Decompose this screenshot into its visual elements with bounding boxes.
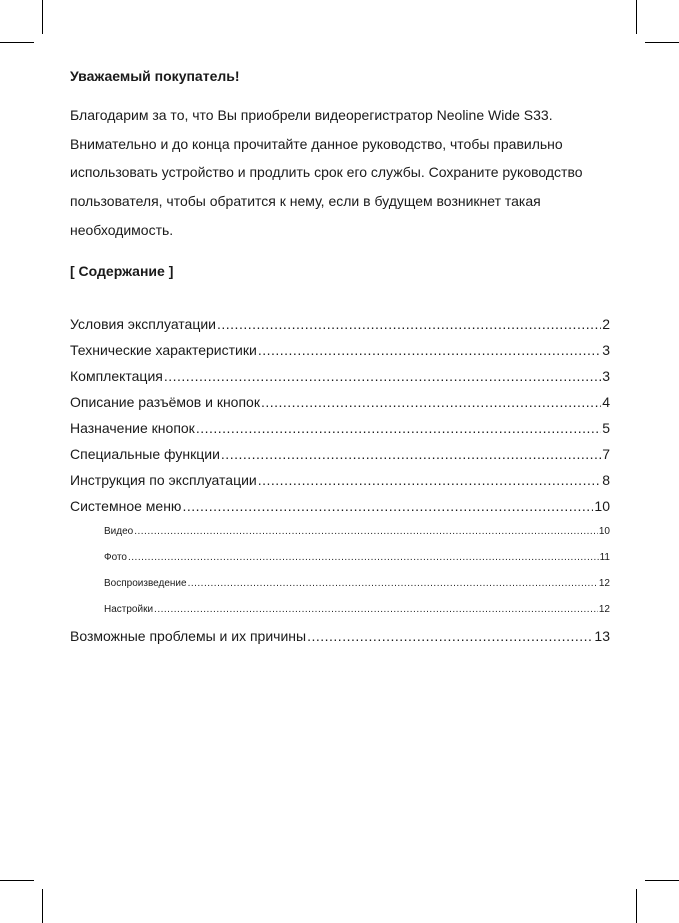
toc-entry-label: Видео: [104, 526, 134, 537]
toc-leader-dots: [182, 493, 593, 519]
toc-entry-page: 3: [602, 342, 610, 358]
table-of-contents: [70, 311, 610, 649]
intro-paragraph: [70, 101, 610, 245]
toc-entry-page: 2: [602, 316, 610, 332]
toc-entry-page: 8: [602, 472, 610, 488]
toc-subentry-playback[interactable]: [70, 571, 610, 597]
toc-entry-label: Инструкция по эксплуатации: [70, 472, 257, 488]
toc-entry-page: 3: [602, 368, 610, 384]
toc-entry-package-contents[interactable]: [70, 363, 610, 389]
toc-entry-page: 10: [598, 526, 610, 537]
toc-leader-dots: [154, 597, 598, 623]
intro-line: использовать устройство и продлить срок его службы. Сохраните руководство: [70, 164, 583, 181]
toc-entry-troubleshooting[interactable]: [70, 623, 610, 649]
toc-entry-button-functions[interactable]: [70, 415, 610, 441]
toc-leader-dots: [164, 363, 601, 389]
toc-entry-label: Возможные проблемы и их причины: [70, 628, 307, 644]
crop-mark-top-left-horizontal: [0, 42, 34, 43]
crop-mark-bottom-right-horizontal: [645, 880, 679, 881]
toc-entry-page: 4: [602, 394, 610, 410]
intro-line: Внимательно и до конца прочитайте данное руководство, чтобы правильно: [70, 135, 563, 152]
toc-entry-page: 5: [602, 420, 610, 436]
toc-entry-page: 12: [598, 578, 610, 589]
crop-mark-bottom-left-vertical: [42, 889, 43, 923]
toc-entry-label: Системное меню: [70, 498, 182, 514]
toc-entry-page: 12: [598, 604, 610, 615]
toc-entry-page: 11: [599, 552, 610, 563]
toc-leader-dots: [188, 571, 598, 597]
toc-entry-label: Описание разъёмов и кнопок: [70, 394, 260, 410]
toc-subentry-photo[interactable]: [70, 545, 610, 571]
toc-entry-label: Воспроизведение: [104, 578, 187, 589]
toc-leader-dots: [258, 337, 601, 363]
toc-leader-dots: [217, 311, 601, 337]
toc-entry-page: 7: [602, 446, 610, 462]
intro-line: пользователя, чтобы обратится к нему, если в будущем возникнет такая: [70, 193, 541, 210]
toc-heading: [ Содержание ]: [70, 263, 174, 279]
intro-line: необходимость.: [70, 221, 174, 238]
toc-leader-dots: [307, 623, 593, 649]
toc-subentry-settings[interactable]: [70, 597, 610, 623]
toc-leader-dots: [261, 389, 601, 415]
toc-entry-operating-instructions[interactable]: [70, 467, 610, 493]
toc-entry-label: Настройки: [104, 604, 154, 615]
toc-entry-page: 13: [594, 628, 610, 644]
toc-entry-label: Технические характеристики: [70, 342, 257, 358]
toc-leader-dots: [221, 441, 601, 467]
crop-mark-top-right-horizontal: [645, 42, 679, 43]
toc-entry-label: Условия эксплуатации: [70, 316, 216, 332]
crop-mark-bottom-right-vertical: [636, 889, 637, 923]
crop-mark-top-left-vertical: [42, 0, 43, 34]
toc-entry-specifications[interactable]: [70, 337, 610, 363]
toc-leader-dots: [128, 545, 599, 571]
toc-entry-system-menu[interactable]: [70, 493, 610, 519]
toc-subentry-video[interactable]: [70, 519, 610, 545]
toc-leader-dots: [258, 467, 601, 493]
toc-entry-label: Специальные функции: [70, 446, 220, 462]
toc-entry-connectors-buttons[interactable]: [70, 389, 610, 415]
toc-entry-label: Назначение кнопок: [70, 420, 195, 436]
toc-entry-label: Фото: [104, 552, 127, 563]
greeting-heading: Уважаемый покупатель!: [70, 68, 240, 84]
toc-leader-dots: [134, 519, 598, 545]
toc-entry-operating-conditions[interactable]: [70, 311, 610, 337]
crop-mark-top-right-vertical: [636, 0, 637, 34]
toc-entry-special-functions[interactable]: [70, 441, 610, 467]
intro-line: Благодарим за то, что Вы приобрели видеорегистратор Neoline Wide S33.: [70, 107, 553, 123]
toc-entry-label: Комплектация: [70, 368, 163, 384]
toc-leader-dots: [196, 415, 601, 441]
crop-mark-bottom-left-horizontal: [0, 880, 34, 881]
toc-entry-page: 10: [594, 498, 610, 514]
